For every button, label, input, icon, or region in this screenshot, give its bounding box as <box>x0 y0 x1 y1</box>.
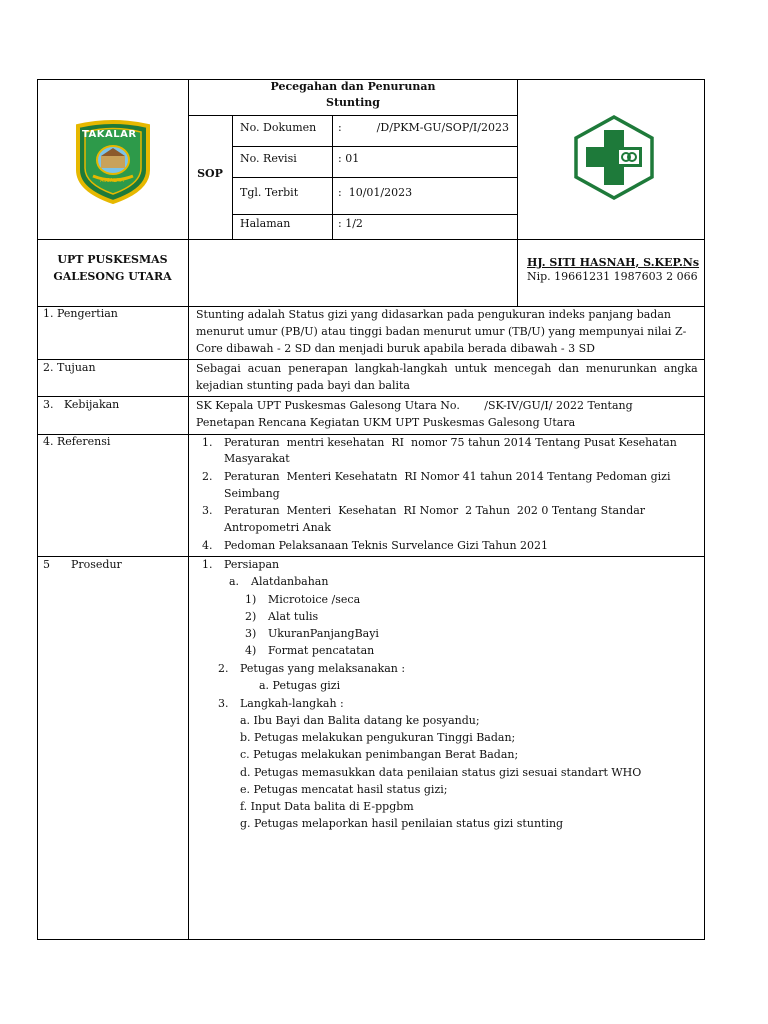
pengertian-text-line2: menurut umur (PB/U) atau tinggi badan menurut umur (TB/U) yang mempunyai nilai Z- <box>196 325 687 338</box>
institution-name-line1: UPT PUSKESMAS <box>57 253 168 266</box>
alat-item: Format pencatatan <box>268 644 375 657</box>
prosedur-label: 5 Prosedur <box>43 558 122 571</box>
alat-item-num: 4) <box>245 644 257 657</box>
puskesmas-cross-icon <box>572 114 656 200</box>
alat-item-num: 2) <box>245 610 257 623</box>
referensi-num: 1. <box>202 436 213 449</box>
divider <box>232 214 518 215</box>
no-dokumen-label: No. Dokumen <box>240 121 317 134</box>
divider <box>37 239 705 240</box>
divider <box>232 146 518 147</box>
pengertian-label: 1. Pengertian <box>43 307 118 320</box>
logo-sub-lettering: ASSALAM <box>100 178 124 184</box>
tujuan-text-line2: kejadian stunting pada bayi dan balita <box>196 379 410 392</box>
referensi-num: 2. <box>202 470 213 483</box>
referensi-item-line1: Peraturan mentri kesehatan RI nomor 75 tahun 2014 Tentang Pusat Kesehatan <box>224 436 677 449</box>
pengertian-text-line3: Core dibawah - 2 SD dan menjadi buruk apabila berada dibawah - 3 SD <box>196 342 595 355</box>
pengertian-text-line1: Stunting adalah Status gizi yang didasarkan pada pengukuran indeks panjang badan <box>196 308 671 321</box>
document-title-line2: Stunting <box>326 96 380 109</box>
alat-item-num: 3) <box>245 627 257 640</box>
tgl-terbit-label: Tgl. Terbit <box>240 186 299 199</box>
petugas-item: a. Petugas gizi <box>259 679 341 692</box>
no-revisi-label: No. Revisi <box>240 152 297 165</box>
langkah-item: b. Petugas melakukan pengukuran Tinggi Badan; <box>240 731 516 744</box>
referensi-item-line1: Peraturan Menteri Kesehatan RI Nomor 2 Tahun 202 0 Tentang Standar <box>224 504 646 517</box>
langkah-item: f. Input Data balita di E-ppgbm <box>240 800 414 813</box>
divider <box>188 115 518 116</box>
langkah-item: d. Petugas memasukkan data penilaian status gizi sesuai standart WHO <box>240 766 642 779</box>
alat-item: Microtoice /seca <box>268 593 361 606</box>
persiapan-num: 1. <box>202 558 213 571</box>
divider <box>37 396 705 397</box>
langkah-heading: Langkah-langkah : <box>240 697 344 710</box>
divider <box>37 556 705 557</box>
divider <box>188 239 189 940</box>
referensi-item-line2: Antropometri Anak <box>224 521 331 534</box>
langkah-item: a. Ibu Bayi dan Balita datang ke posyandu; <box>240 714 480 727</box>
referensi-item-line2: Seimbang <box>224 487 280 500</box>
alat-item: UkuranPanjangBayi <box>268 627 379 640</box>
langkah-item: e. Petugas mencatat hasil status gizi; <box>240 783 448 796</box>
document-title-line1: Pecegahan dan Penurunan <box>270 80 436 93</box>
takalar-logo <box>68 118 158 204</box>
divider <box>37 306 705 307</box>
tgl-terbit-value: : 10/01/2023 <box>338 186 413 199</box>
langkah-num: 3. <box>218 697 229 710</box>
alat-num: a. <box>229 575 240 588</box>
langkah-item: c. Petugas melakukan penimbangan Berat Badan; <box>240 748 519 761</box>
logo-lettering: TAKALAR <box>82 129 137 140</box>
alat-item-num: 1) <box>245 593 257 606</box>
halaman-value: : 1/2 <box>338 217 363 230</box>
persiapan-heading: Persiapan <box>224 558 280 571</box>
referensi-num: 3. <box>202 504 213 517</box>
tujuan-text-line1: Sebagai acuan penerapan langkah-langkah untuk mencegah dan menurunkan angka <box>196 362 698 375</box>
divider <box>37 359 705 360</box>
kebijakan-text-line1: SK Kepala UPT Puskesmas Galesong Utara No. /SK-IV/GU/I/ 2022 Tentang <box>196 399 633 412</box>
referensi-item-line1: Pedoman Pelaksanaan Teknis Survelance Gizi Tahun 2021 <box>224 539 549 552</box>
langkah-item: g. Petugas melaporkan hasil penilaian status gizi stunting <box>240 817 564 830</box>
divider <box>517 239 518 307</box>
signer-name: HJ. SITI HASNAH, S.KEP.Ns <box>527 256 700 269</box>
halaman-label: Halaman <box>240 217 291 230</box>
alat-heading: Alatdanbahan <box>251 575 329 588</box>
tujuan-label: 2. Tujuan <box>43 361 96 374</box>
referensi-num: 4. <box>202 539 213 552</box>
signer-nip: Nip. 19661231 1987603 2 066 <box>527 270 698 283</box>
divider <box>37 434 705 435</box>
petugas-num: 2. <box>218 662 229 675</box>
petugas-heading: Petugas yang melaksanakan : <box>240 662 406 675</box>
referensi-label: 4. Referensi <box>43 435 111 448</box>
no-revisi-value: : 01 <box>338 152 360 165</box>
kebijakan-label: 3. Kebijakan <box>43 398 120 411</box>
divider <box>232 177 518 178</box>
institution-name-line2: GALESONG UTARA <box>53 270 172 283</box>
no-dokumen-value: : /D/PKM-GU/SOP/I/2023 <box>338 121 509 134</box>
puskesmas-logo <box>572 114 656 200</box>
alat-item: Alat tulis <box>268 610 319 623</box>
referensi-item-line2: Masyarakat <box>224 452 290 465</box>
kebijakan-text-line2: Penetapan Rencana Kegiatan UKM UPT Puskesmas Galesong Utara <box>196 416 576 429</box>
referensi-item-line1: Peraturan Menteri Kesehatatn RI Nomor 41 tahun 2014 Tentang Pedoman gizi <box>224 470 671 483</box>
sop-label: SOP <box>197 167 223 180</box>
